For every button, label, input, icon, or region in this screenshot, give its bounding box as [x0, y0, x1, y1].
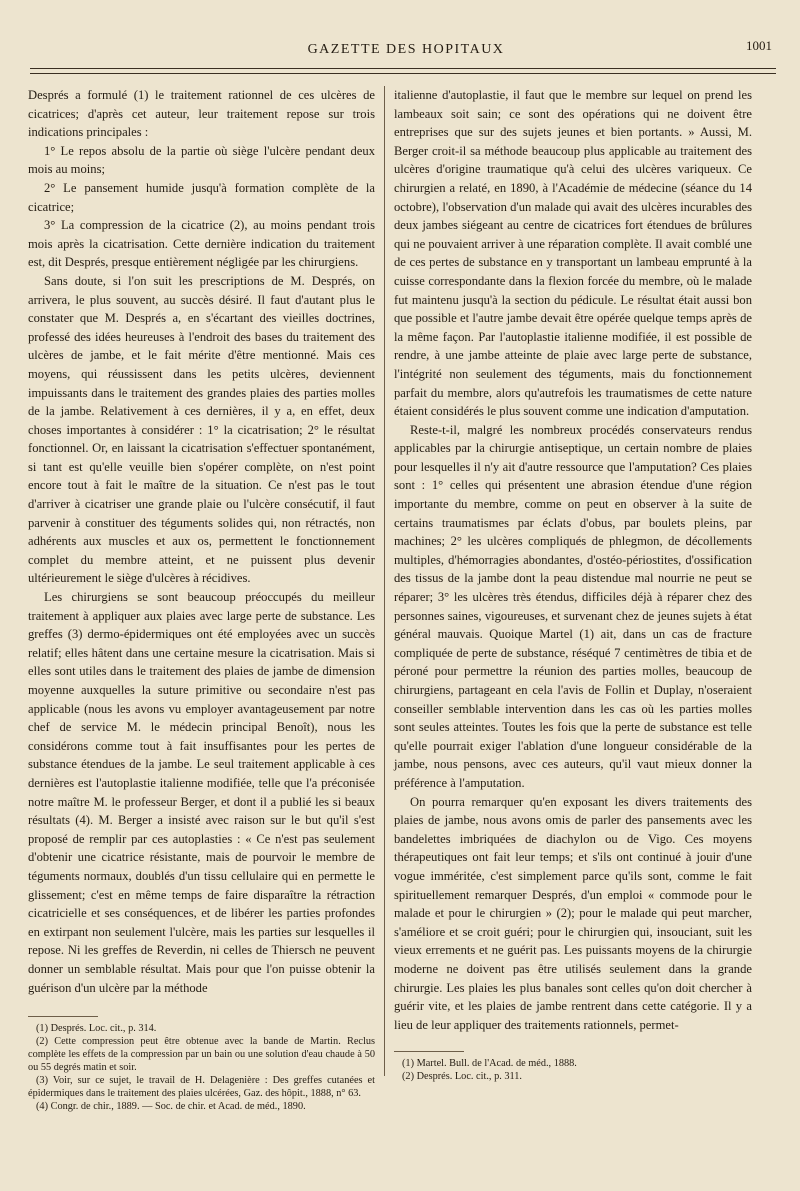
footnote: (2) Després. Loc. cit., p. 311. — [402, 1071, 523, 1082]
footnote: (1) Martel. Bull. de l'Acad. de méd., 1888. — [402, 1058, 577, 1069]
page-number: 1001 — [746, 38, 772, 53]
left-footnotes — [28, 1022, 375, 1113]
footnote-separator — [28, 1016, 98, 1017]
footnote: (2) Cette compression peut être obtenue avec la bande de Martin. Reclus complète les effets de la compression par un bain ou une solution d'eau chaude à 50 ou 55 degrés matin et soir. — [28, 1036, 375, 1073]
left-column — [28, 86, 375, 997]
paragraph: 3° La compression de la cicatrice (2), au moins pendant trois mois après la cicatrisation. Cette dernière indication du traitement est, dit Després, presque entièrement négligée par les chirurgiens. — [28, 218, 375, 270]
footnote-separator — [394, 1051, 464, 1052]
page-header — [40, 38, 772, 62]
paragraph: Reste-t-il, malgré les nombreux procédés conservateurs rendus applicables par la chirurgie antiseptique, un certain nombre de plaies pour lesquelles il n'y ait d'autre ressource que l'amputation? Ces plaies sont : 1° celles qui présentent une abrasion étendue d'une région importante du membre, comme on peut en observer à la suite de certains traumatismes par éclats d'obus, par boulets pleins, par machines; 2° les ulcères compliqués de phlegmon, de décollements multiples, d'hémorragies abondantes, d'ostéo-périostites, d'ossification des tissus de la jambe dont la peau distendue mal nourrie ne peut se réparer; 3° les ulcères très étendus, difficiles déjà à réparer chez des personnes saines, vigoureuses, et survenant chez de jeunes sujets à état général mauvais. Quoique Martel (1) ait, dans un cas de fracture compliquée de perte de substance, réséqué 7 centimètres de tibia et de péroné pour permettre la réunion des parties molles, beaucoup de chirurgiens, partageant en cela l'avis de Follin et Duplay, n'oseraient conseiller semblable intervention dans les cas où les parties molles sont seules atteintes. Toutes les fois que la perte de substance est telle qu'elle pourrait exiger l'ablation d'une longueur considérable de la jambe, nous pensons, avec ces auteurs, qu'il vaut mieux donner la préférence à l'amputation. — [394, 422, 752, 790]
paragraph: On pourra remarquer qu'en exposant les divers traitements des plaies de jambe, nous avons omis de parler des pansements avec les bandelettes imbriquées de diachylon ou de Vigo. Ces moyens thérapeutiques ont fait leur temps; et s'ils ont continué à jouir d'une vogue imméritée, c'est simplement parce qu'ils sont, comme le fait spirituellement remarquer Després, d'un emploi « commode pour le malade et pour le chirurgien » (2); pour le malade qui peut marcher, s'améliore et se croit guéri; pour le chirurgien qui, insouciant, suit les vieux errements et ne guérit pas. Les puissants moyens de la chirurgie moderne ne doivent pas être utilisés seulement dans la grande chirurgie. Les plaies les plus banales sont celles qu'on doit chercher à guérir vite, et les plaies de jambe rentrent dans cette catégorie. Il y a lieu de leur appliquer des traitements rationnels, permet- — [394, 794, 752, 1032]
running-title: GAZETTE DES HOPITAUX — [307, 42, 505, 57]
header-rule — [30, 68, 776, 69]
paragraph: 2° Le pansement humide jusqu'à formation complète de la cicatrice; — [28, 180, 375, 214]
paragraph: italienne d'autoplastie, il faut que le membre sur lequel on prend les lambeaux soit sain; ce sont des opérations qui ne doivent être entreprises que sur des sujets jeunes et bien portants. » Aussi, M. Berger croit-il sa méthode beaucoup plus applicable au traitement des ulcères d'origine traumatique qu'à celui des ulcères variqueux. Ce chirurgien a relaté, en 1890, à l'Académie de médecine (séance du 14 octobre), l'observation d'un malade qui avait des ulcères incurables des deux jambes siégeant au centre de cicatrices fort étendues de brûlures qui ne pouvaient arriver à une réparation complète. Il avait comblé une de ces pertes de substance en y transportant un lambeau emprunté à la cuisse correspondante dans la flexion forcée du membre, où le malade fut maintenu jusqu'à la section du pédicule. Le résultat était aussi bon que possible et l'autre jambe devait être opérée quelque temps après de la même façon. Par l'autoplastie italienne modifiée, il est possible de rendre, à une jambe atteinte de plaie avec large perte de substance, l'intégrité non seulement des téguments, mais du fonctionnement parfait du membre, alors qu'autrefois les traumatismes de cette nature étaient considérés le plus souvent comme une indication d'amputation. — [394, 88, 752, 419]
paragraph: Després a formulé (1) le traitement rationnel de ces ulcères de cicatrices; d'après cet auteur, leur traitement repose sur trois indications principales : — [28, 88, 375, 140]
column-divider — [384, 86, 385, 1076]
paragraph: 1° Le repos absolu de la partie où siège l'ulcère pendant deux mois au moins; — [28, 143, 375, 177]
paragraph: Les chirurgiens se sont beaucoup préoccupés du meilleur traitement à appliquer aux plaies avec large perte de substance. Les greffes (3) dermo-épidermiques ont été employées avec un succès relatif; elles hâtent dans une certaine mesure la cicatrisation. Mais si elles sont utiles dans le traitement des plaies de jambe de dimension moyenne auxquelles la suture primitive ou secondaire n'est pas applicable (nous les avons vu employer avantageusement par notre chef de service M. le médecin principal Benoît), nous les considérons comme tout à fait insuffisantes pour les pertes de substance étendues de la jambe. Le seul traitement applicable à ces dernières est l'autoplastie italienne modifiée, telle que l'a préconisée notre maître M. le professeur Berger, et dont il a publié les si beaux résultats (4). M. Berger a insisté avec raison sur le but qu'il s'est proposé de remplir par ces autoplasties : « Ce n'est pas seulement d'obtenir une cicatrice résistante, mais de pourvoir le membre de téguments normaux, doublés d'un tissu cellulaire qui en permette le glissement; c'est en même temps de faire disparaître la rétraction cicatricielle et ses conséquences, et de libérer les parties profondes en extirpant non seulement l'ulcère, mais les parties sur lesquelles il repose. Ni les greffes de Reverdin, ni celles de Thiersch ne peuvent donner un semblable résultat. Mais pour que l'on puisse obtenir la guérison d'un ulcère par la méthode — [28, 590, 375, 995]
footnote: (1) Després. Loc. cit., p. 314. — [36, 1023, 157, 1034]
right-column — [394, 86, 752, 1034]
footnote: (4) Congr. de chir., 1889. — Soc. de chir. et Acad. de méd., 1890. — [36, 1101, 306, 1112]
header-rule-thin — [30, 73, 776, 74]
paragraph: Sans doute, si l'on suit les prescriptions de M. Després, on arrivera, le plus souvent, au succès désiré. Il faut d'autant plus le constater que M. Després a, en s'écartant des vieilles doctrines, professé des idées heureuses à l'endroit des bases du traitement des ulcères de jambe, et le fait mérite d'être mentionné. Mais ces moyens, qui réussissent dans les petits ulcères, deviennent impuissants dans le traitement des grandes plaies des parties molles de la jambe. Relativement à ces dernières, il y a, en effet, deux choses importantes à considérer : 1° la cicatrisation; 2° le résultat fonctionnel. Or, en laissant la cicatrisation s'effectuer spontanément, si tant est qu'elle veuille bien s'opérer complète, on n'est point encore tout à fait le maître de la situation. Ce n'est pas le tout d'arriver à cicatriser une grande plaie ou l'ulcère consécutif, il faut parvenir à constituer des téguments solides qui, non rétractés, non adhérents aux muscles et aux os, permettent le fonctionnement complet du membre atteint, et ne puissent plus devenir ultérieurement le siège d'ulcères à récidives. — [28, 273, 375, 586]
footnote: (3) Voir, sur ce sujet, le travail de H. Delagenière : Des greffes cutanées et épidermiques dans le traitement des plaies ulcérées, Gaz. des hôpit., 1888, n° 63. — [28, 1075, 375, 1099]
right-footnotes — [394, 1057, 752, 1083]
